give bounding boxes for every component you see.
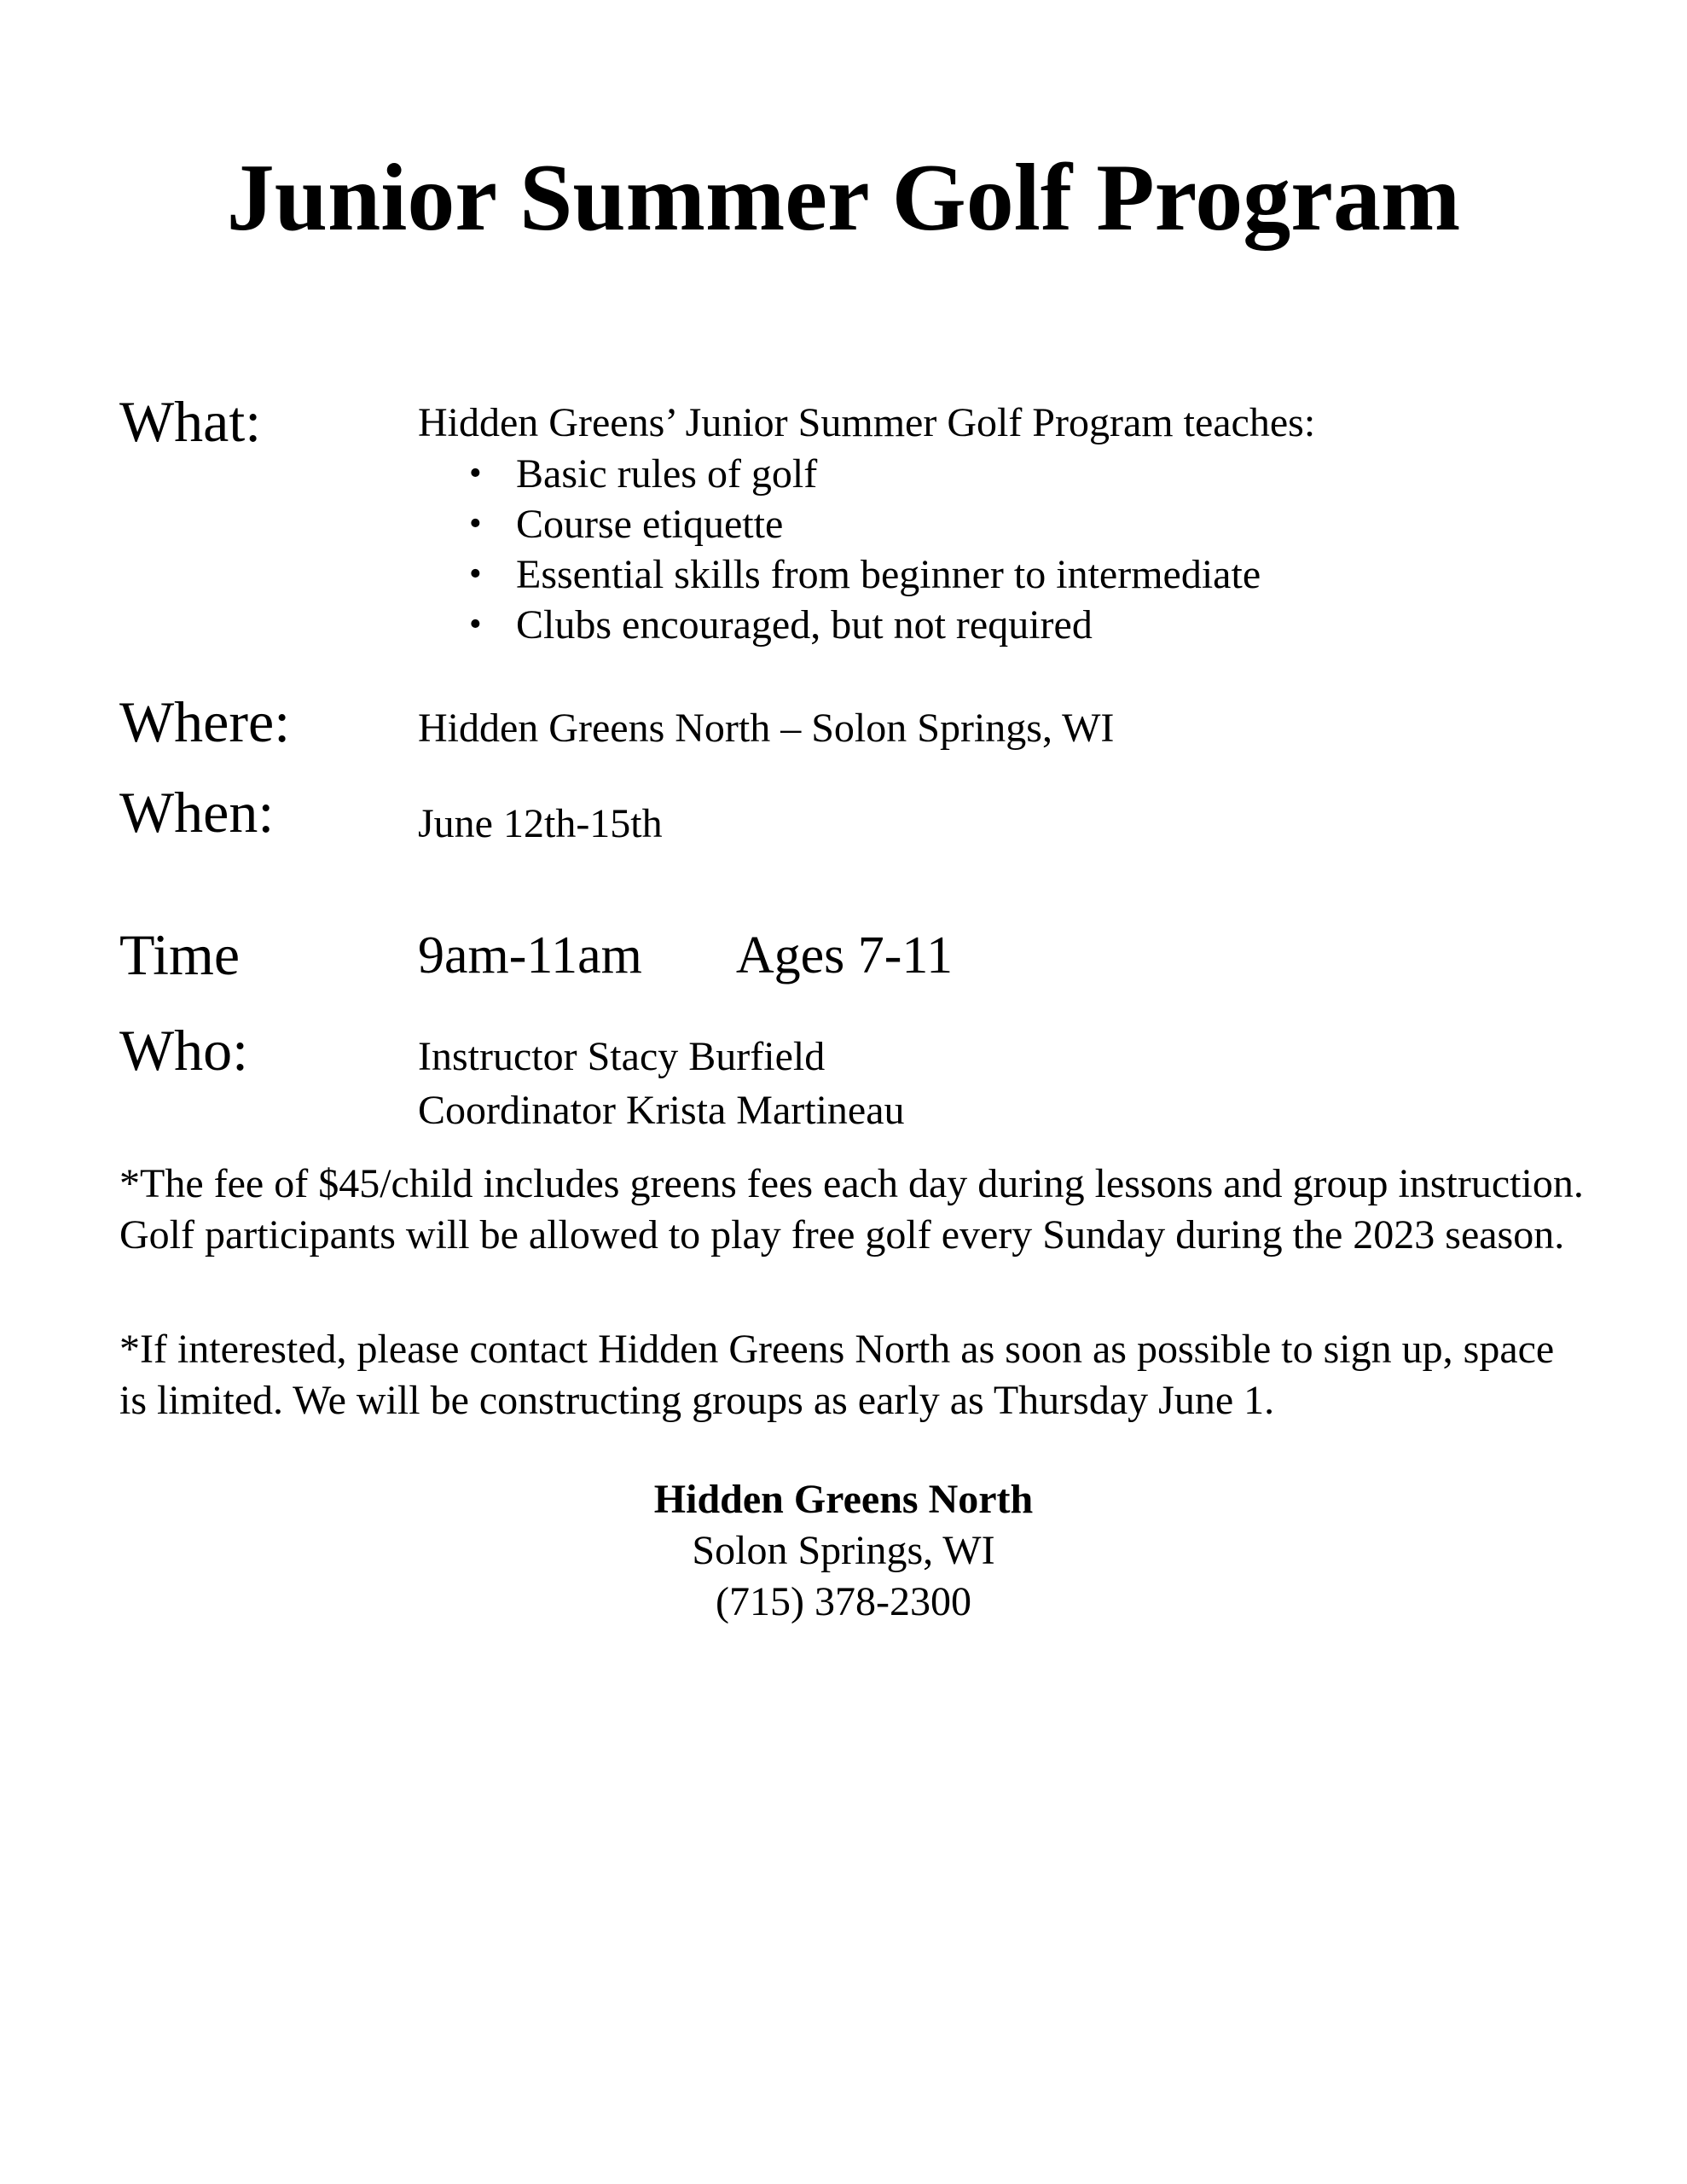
who-coordinator: Coordinator Krista Martineau (418, 1088, 905, 1133)
contact-phone: (715) 378-2300 (716, 1579, 971, 1624)
who-label: Who: (119, 1018, 249, 1083)
what-content (418, 398, 1315, 650)
contact-name: Hidden Greens North (653, 1477, 1034, 1522)
what-intro: Hidden Greens’ Junior Summer Golf Program teaches: (418, 400, 1316, 445)
time-content (418, 926, 954, 985)
list-item: • Clubs encouraged, but not required (418, 600, 1315, 650)
signup-note: *If interested, please contact Hidden Greens North as soon as possible to sign up, space is limited. We will be constructing groups as early as Thursday June 1. (119, 1327, 1555, 1423)
fee-note: *The fee of $45/child includes greens fees each day during lessons and group instruction. Golf participants will be allowed to play free golf every Sunday during the 2023 season. (119, 1161, 1584, 1258)
list-item: • Course etiquette (418, 499, 1315, 549)
time-ages: Ages 7-11 (735, 926, 954, 985)
list-item: • Essential skills from beginner to intermediate (418, 549, 1315, 600)
contact-block (0, 1474, 1687, 1628)
contact-location: Solon Springs, WI (692, 1528, 995, 1573)
page-title: Junior Summer Golf Program (226, 145, 1461, 251)
when-value: June 12th-15th (418, 801, 663, 846)
list-item: • Basic rules of golf (418, 449, 1315, 499)
where-value: Hidden Greens North – Solon Springs, WI (418, 706, 1115, 751)
who-content (418, 1030, 905, 1137)
time-hours: 9am-11am (418, 926, 642, 985)
where-label: Where: (119, 689, 291, 754)
when-label: When: (119, 780, 275, 845)
what-list (418, 449, 1315, 650)
what-label: What: (119, 389, 262, 454)
who-instructor: Instructor Stacy Burfield (418, 1034, 826, 1079)
time-label: Time (119, 922, 241, 987)
